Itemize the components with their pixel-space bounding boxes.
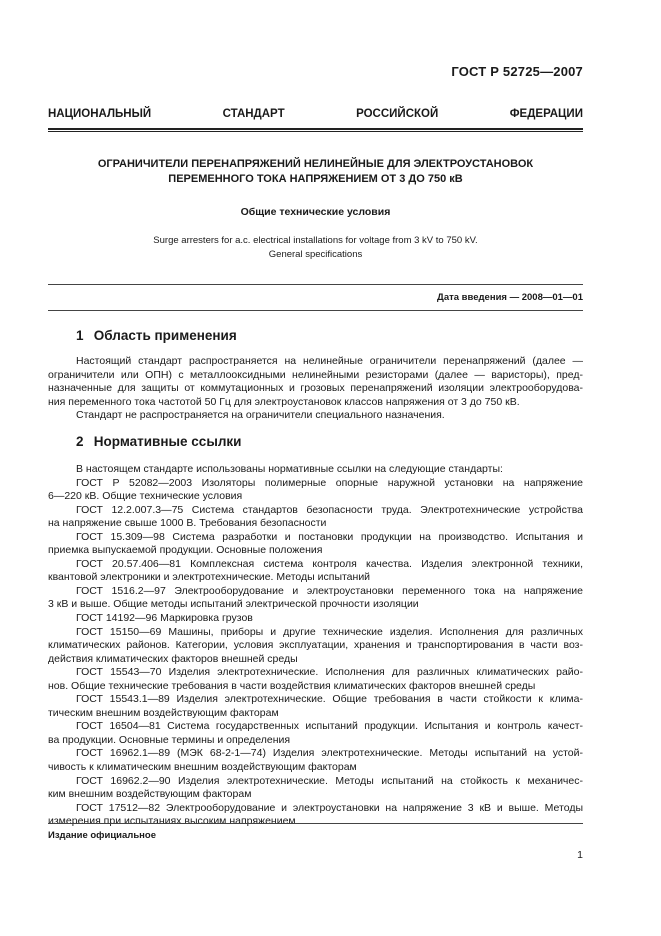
reference-line: приемка выпускаемой продукции. Основные положения [48,544,323,557]
section-title: Нормативные ссылки [93,434,242,449]
reference-line: ГОСТ 17512—82 Электрооборудование и электроустановки на напряжение 3 кВ и выше. Методы [76,801,583,814]
reference-line: ГОСТ 16962.1—89 (МЭК 68-2-1—74) Изделия электротехнические. Методы испытаний на устой- [76,747,583,760]
document-title [48,157,583,187]
document-subtitle: Общие технические условия [240,206,391,218]
reference-line: ГОСТ 14192—96 Маркировка грузов [76,612,253,625]
gost-number: ГОСТ Р 52725—2007 [451,64,583,79]
page-number: 1 [577,849,583,861]
introduction-date: Дата введения — 2008—01—01 [437,292,583,303]
reference-line: ГОСТ 16962.2—90 Изделия электротехнические. Методы испытаний на стойкость к механичес- [76,774,583,787]
date-rule-top [48,284,583,285]
reference-line: ГОСТ 15.309—98 Система разработки и постановки продукции на производство. Испытания и [76,530,583,543]
footer-rule [48,823,583,824]
reference-line: ГОСТ 15543—70 Изделия электротехнические. Исполнения для различных климатических райо- [76,666,583,679]
date-rule-bottom [48,310,583,311]
text-line: Настоящий стандарт распространяется на нелинейные ограничители перенапряжений (далее — [76,355,583,367]
reference-line: чивость к климатическим внешним воздействующим факторам [48,761,357,774]
reference-line: на напряжение свыше 1000 В. Требования безопасности [48,517,327,530]
section-1-heading [76,328,237,343]
text-line: ния переменного тока частотой 50 Гц для электроустановок классов напряжения от 3 до 750 кВ. [48,395,520,408]
title-line-2: ПЕРЕМЕННОГО ТОКА НАПРЯЖЕНИЕМ ОТ 3 ДО 750 кВ [168,173,463,185]
reference-line: ГОСТ 12.2.007.3—75 Система стандартов безопасности труда. Электротехнические устройства [76,503,583,516]
text-line: Стандарт не распространяется на ограничители специального назначения. [76,409,445,422]
reference-line: ГОСТ 1516.2—97 Электрооборудование и электроустановки переменного тока на напряжение [76,584,583,597]
reference-line: ГОСТ 15150—69 Машины, приборы и другие технические изделия. Исполнения для различных [76,625,583,638]
english-title [48,234,583,262]
national-word: НАЦИОНАЛЬНЫЙ [48,108,152,120]
text-line: ограничители или ОПН) с металлооксидными нелинейными резисторами (далее — варисторы), пред- [48,368,583,381]
reference-line: ким внешним воздействующим факторам [48,788,252,801]
national-standard-title [48,108,583,120]
reference-line: 3 кВ и выше. Общие методы испытаний электрической прочности изоляции [48,598,419,611]
reference-line: климатических районов. Категории, условия эксплуатации, хранения и транспортирования в части воз- [48,639,583,652]
header-rule-bottom [48,131,583,132]
references-intro: В настоящем стандарте использованы нормативные ссылки на следующие стандарты: [76,463,503,475]
official-edition-label: Издание официальное [48,830,156,841]
reference-line: нов. Общие технические требования в части воздействия климатических факторов внешней среды [48,679,536,692]
section-number: 1 [76,328,84,343]
reference-line: измерения при испытаниях высоким напряжением [48,815,296,828]
title-line-1: ОГРАНИЧИТЕЛИ ПЕРЕНАПРЯЖЕНИЙ НЕЛИНЕЙНЫЕ ДЛЯ ЭЛЕКТРОУСТАНОВОК [97,158,534,170]
reference-line: квантовой электроники и электротехнические. Методы испытаний [48,571,371,584]
reference-line: тическим внешним воздействующим факторам [48,706,279,719]
reference-line: ГОСТ 16504—81 Система государственных испытаний продукции. Испытания и контроль качест- [76,720,583,733]
section-title: Область применения [93,328,237,343]
reference-line: действия климатических факторов внешней среды [48,652,298,665]
section-2-heading [76,434,241,449]
reference-line: ГОСТ 20.57.406—81 Комплексная система контроля качества. Изделия электронной техники, [76,557,583,570]
reference-line: ва продукции. Основные термины и определения [48,733,291,746]
reference-line: ГОСТ Р 52082—2003 Изоляторы полимерные опорные наружной установки на напряжение [76,476,583,489]
national-word: СТАНДАРТ [222,108,285,120]
english-title-line-1: Surge arresters for a.c. electrical installations for voltage from 3 kV to 750 kV. [153,235,478,246]
section-number: 2 [76,434,84,449]
normative-references-list [48,463,583,829]
section-1-paragraph-1 [48,355,583,423]
text-line: назначенные для защиты от коммутационных и грозовых перенапряжений изоляции электрооборудова- [48,382,583,395]
header-rule-top [48,128,583,130]
english-title-line-2: General specifications [268,249,363,260]
national-word: РОССИЙСКОЙ [356,108,439,120]
reference-line: ГОСТ 15543.1—89 Изделия электротехнические. Общие требования в части стойкости к клима- [76,693,583,706]
national-word: ФЕДЕРАЦИИ [509,108,583,120]
reference-line: 6—220 кВ. Общие технические условия [48,490,243,503]
